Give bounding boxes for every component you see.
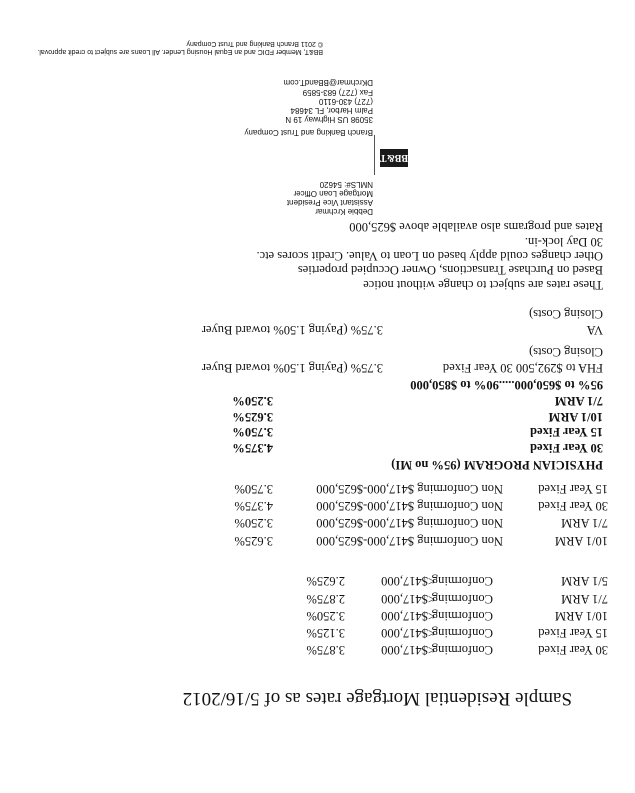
rate-cell: 4.375% [232, 441, 273, 455]
table-row [0, 408, 635, 424]
product-cell: 10/1 ARM [548, 410, 603, 424]
footer-disclaimer: BB&T, Member FDIC and an Equal Housing Lender. All Loans are subject to credit approval. [37, 48, 323, 55]
table-row [0, 572, 635, 588]
table-row [0, 532, 635, 548]
rate-cell: 3.625% [234, 534, 273, 548]
product-cell: 15 Year Fixed [538, 482, 608, 496]
table-row [0, 480, 635, 496]
va-label: VA [586, 323, 603, 337]
product-cell: 5/1 ARM [561, 574, 608, 588]
bbt-logo: BB&T [380, 149, 408, 167]
description-cell: Non Conforming $417,000-$625,000 [316, 482, 503, 496]
limit-cell: <$417,000 [381, 574, 435, 588]
limit-cell: <$417,000 [381, 609, 435, 623]
officer-name: Debbie Krchmar [315, 207, 373, 216]
description-cell: Non Conforming $417,000-$625,000 [316, 516, 503, 530]
table-row [0, 514, 635, 530]
footer-copyright: © 2011 Branch Banking and Trust Company [186, 40, 323, 47]
product-cell: 7/1 ARM [561, 592, 608, 606]
table-row [0, 590, 635, 606]
type-cell: Conforming [431, 626, 493, 640]
rate-cell: 3.250% [232, 394, 273, 408]
note-line: Rates and programs also available above $625,000 [349, 220, 603, 234]
rate-cell: 3.750% [234, 482, 273, 496]
officer-title-2: Mortgage Loan Officer [293, 189, 373, 198]
email-address: DKrchmar@BBandT.com [283, 78, 373, 87]
page-title: Sample Residential Mortgage rates as of 5/16/2012 [182, 688, 572, 709]
note-line: These rates are subject to change without notice [363, 278, 603, 292]
limit-cell: <$417,000 [381, 643, 435, 657]
description-cell: Non Conforming $417,000-$625,000 [316, 534, 503, 548]
rate-cell: 4.375% [234, 499, 273, 513]
phone-number: (727) 430-6110 [318, 97, 373, 106]
va-rate: 3.75% (Paying 1.50% toward Buyer [201, 323, 383, 337]
table-row [0, 607, 635, 623]
type-cell: Conforming [431, 609, 493, 623]
product-cell: 30 Year Fixed [538, 643, 608, 657]
table-row [0, 624, 635, 640]
table-row [0, 641, 635, 657]
rate-cell: 3.625% [232, 410, 273, 424]
product-cell: 30 Year Fixed [538, 499, 608, 513]
company-name: Branch Banking and Trust Company [244, 128, 373, 137]
officer-nmls: NMLS#: 54620 [319, 180, 373, 189]
rate-cell: 2.875% [306, 592, 345, 606]
company-address: 35098 US Highway 19 N [285, 115, 373, 124]
product-cell: 10/1 ARM [554, 534, 608, 548]
company-city: Palm Harbor, FL 34684 [290, 106, 373, 115]
product-cell: 30 Year Fixed [530, 441, 603, 455]
rate-cell: 3.125% [306, 626, 345, 640]
limit-cell: <$417,000 [381, 626, 435, 640]
product-cell: 7/1 ARM [554, 394, 603, 408]
note-line: 30 Day lock-in. [524, 235, 603, 249]
physician-program-heading: PHYSICIAN PROGRAM (95% no MI) [391, 458, 603, 472]
type-cell: Conforming [431, 574, 493, 588]
table-row [0, 392, 635, 408]
product-cell: 7/1 ARM [561, 516, 608, 530]
note-line: Based on Purchase Transactions, Owner Occupied properties [297, 263, 603, 277]
fha-label: FHA to $292,500 30 Year Fixed [442, 361, 603, 375]
va-closing-costs: Closing Costs) [529, 307, 603, 321]
physician-ltv-note: 95% to $650,000.....90% to $850,000 [410, 378, 603, 392]
note-line: Other changes could apply based on Loan to Value. Credit scores etc. [256, 249, 603, 263]
type-cell: Conforming [431, 592, 493, 606]
description-cell: Non Conforming $417,000-$625,000 [316, 499, 503, 513]
table-row [0, 439, 635, 455]
rate-cell: 3.875% [306, 643, 345, 657]
rate-cell: 3.750% [232, 425, 273, 439]
fha-rate: 3.75% (Paying 1.50% toward Buyer [201, 361, 383, 375]
logo-divider [374, 135, 375, 175]
product-cell: 15 Year Fixed [530, 425, 603, 439]
limit-cell: <$417,000 [381, 592, 435, 606]
rate-cell: 2.625% [306, 574, 345, 588]
table-row [0, 423, 635, 439]
fax-number: Fax (727) 683-5859 [302, 88, 373, 97]
table-row [0, 497, 635, 513]
rate-cell: 3.250% [234, 516, 273, 530]
officer-title: Assistant Vice President [286, 198, 373, 207]
product-cell: 10/1 ARM [554, 609, 608, 623]
fha-closing-costs: Closing Costs) [529, 345, 603, 359]
type-cell: Conforming [431, 643, 493, 657]
rate-cell: 3.250% [306, 609, 345, 623]
product-cell: 15 Year Fixed [538, 626, 608, 640]
